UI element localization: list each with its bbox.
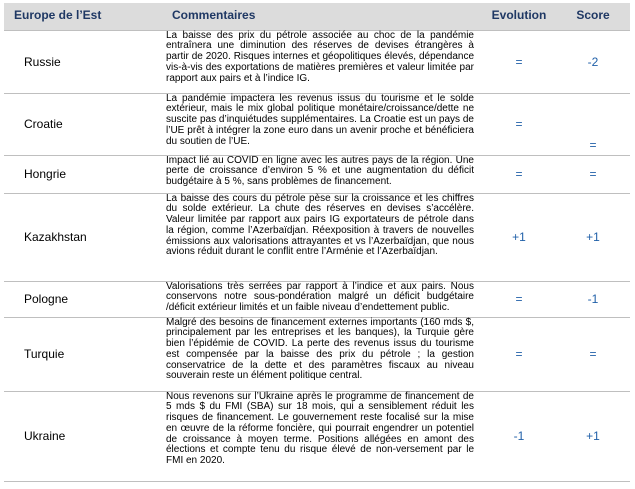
header-row [4,3,630,30]
score-value: +1 [556,193,630,281]
country-name: Kazakhstan [4,193,162,281]
comment-text: Impact lié au COVID en ligne avec les autres pays de la région. Une perte de croissance d’environ 5 % et une augmentation du déficit budgétaire à 5 %, sans problèmes de financement. [162,155,482,193]
score-value: +1 [556,391,630,481]
country-name: Croatie [4,93,162,155]
country-name: Ukraine [4,391,162,481]
table-row [4,317,630,391]
comment-text: Malgré des besoins de financement externes importants (160 mds $, principalement par les entreprises et les banques), la Turquie gère bien l’épidémie de COVID. La perte des revenus issus du tourisme est compensée par la baisse des prix du pétrole ; la gestion conservatrice de la dette et des paramètres fiscaux au niveau souverain reste un élément politique central. [162,317,482,391]
evolution-value: +1 [482,193,556,281]
comment-text: Valorisations très serrées par rapport à l’indice et aux pairs. Nous conservons notre sous-pondération malgré un déficit budgétaire /déficit extérieur limités et un faible niveau d’endettement public. [162,281,482,317]
comment-text: La baisse des prix du pétrole associée au choc de la pandémie entraînera une diminution des réserves de devises étrangères à partir de 2020. Risques internes et géopolitiques élevés, dépendance vis-à-vis des exportations de matières premières et valeur limitée par rapport aux pairs et à l’indice IG. [162,30,482,93]
table-row [4,93,630,155]
header-evolution: Evolution [482,3,556,30]
header-region: Europe de l’Est [4,3,162,30]
country-name: Hongrie [4,155,162,193]
table-row [4,30,630,93]
table-row [4,281,630,317]
table-row [4,155,630,193]
country-name: Pologne [4,281,162,317]
evolution-value: = [482,93,556,155]
evolution-value: = [482,317,556,391]
comment-text: Nous revenons sur l’Ukraine après le programme de financement de 5 mds $ du FMI (SBA) sur 18 mois, qui a sensiblement réduit les risques de financement. Le gouvernement reste focalisé sur la mise en œuvre de la réforme foncière, qui pourrait engendrer un potentiel de croissance à moyen terme. Positions allégées en amont des élections et compte tenu du risque élevé de non-versement par le FMI en 2020. [162,391,482,481]
country-name: Turquie [4,317,162,391]
header-score: Score [556,3,630,30]
header-comments: Commentaires [162,3,482,30]
comment-text: La pandémie impactera les revenus issus du tourisme et le solde extérieur, mais le mix global politique monétaire/croissance/dette ne suscite pas d’inquiétudes supplémentaires. La Croatie est un pays de l’UE prêt à intégrer la zone euro dans un avenir proche et bénéficiera du soutien de l’UE. [162,93,482,155]
score-value: -2 [556,30,630,93]
evolution-value: = [482,155,556,193]
evolution-value: = [482,30,556,93]
score-value: = [556,155,630,193]
evolution-value: = [482,281,556,317]
table-row [4,391,630,481]
evolution-value: -1 [482,391,556,481]
comment-text: La baisse des cours du pétrole pèse sur la croissance et les chiffres du solde extérieur. La chute des réserves en devises s’accélère. Valeur limitée par rapport aux pairs IG exportateurs de pétrole dans la région, comme l’Azerbaïdjan. Réexposition à travers de nouvelles émissions aux valorisations attrayantes et vs l’Azerbaïdjan, que nous avions réduit durant le conflit entre l’Arménie et l’Azerbaïdjan. [162,193,482,281]
score-value: = [556,317,630,391]
country-outlook-table [4,3,630,482]
score-value: = [556,93,630,155]
table-row [4,193,630,281]
country-name: Russie [4,30,162,93]
score-value: -1 [556,281,630,317]
